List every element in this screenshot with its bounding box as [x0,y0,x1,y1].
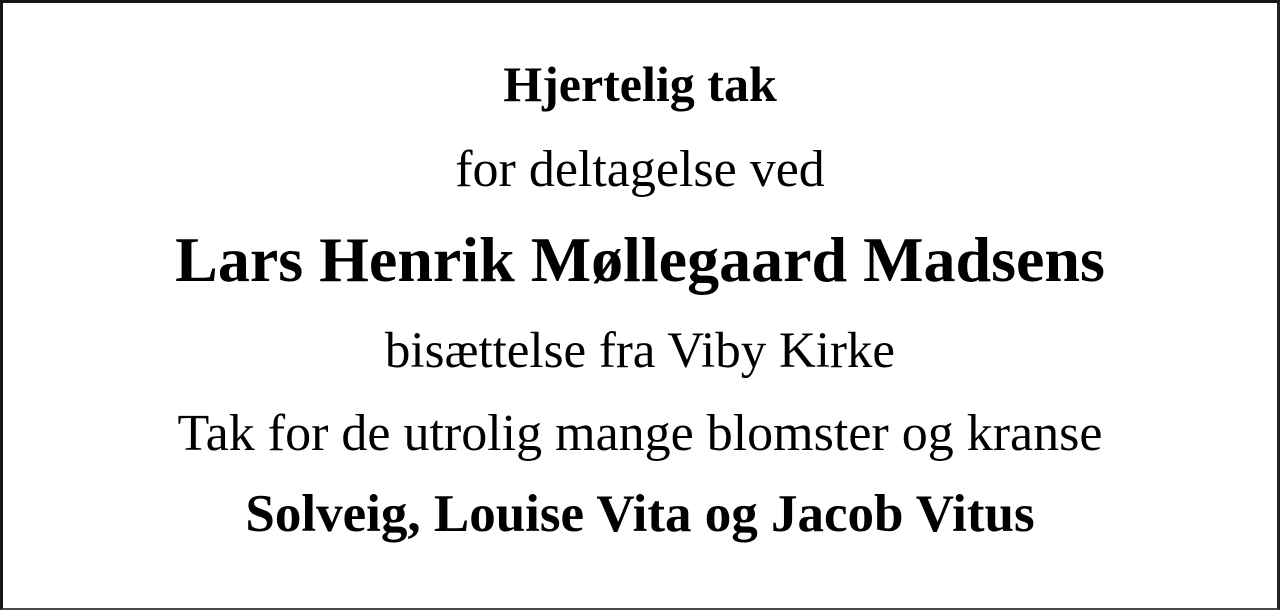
thanks-text: Tak for de utrolig mange blomster og kranse [177,405,1103,462]
notice-intro-text: for deltagelse ved [455,141,825,198]
ceremony-text: bisættelse fra Viby Kirke [384,323,896,379]
deceased-name: Lars Henrik Møllegaard Madsens [175,224,1105,295]
notice-title: Hjertelig tak [503,56,777,112]
family-signature: Solveig, Louise Vita og Jacob Vitus [245,485,1035,543]
